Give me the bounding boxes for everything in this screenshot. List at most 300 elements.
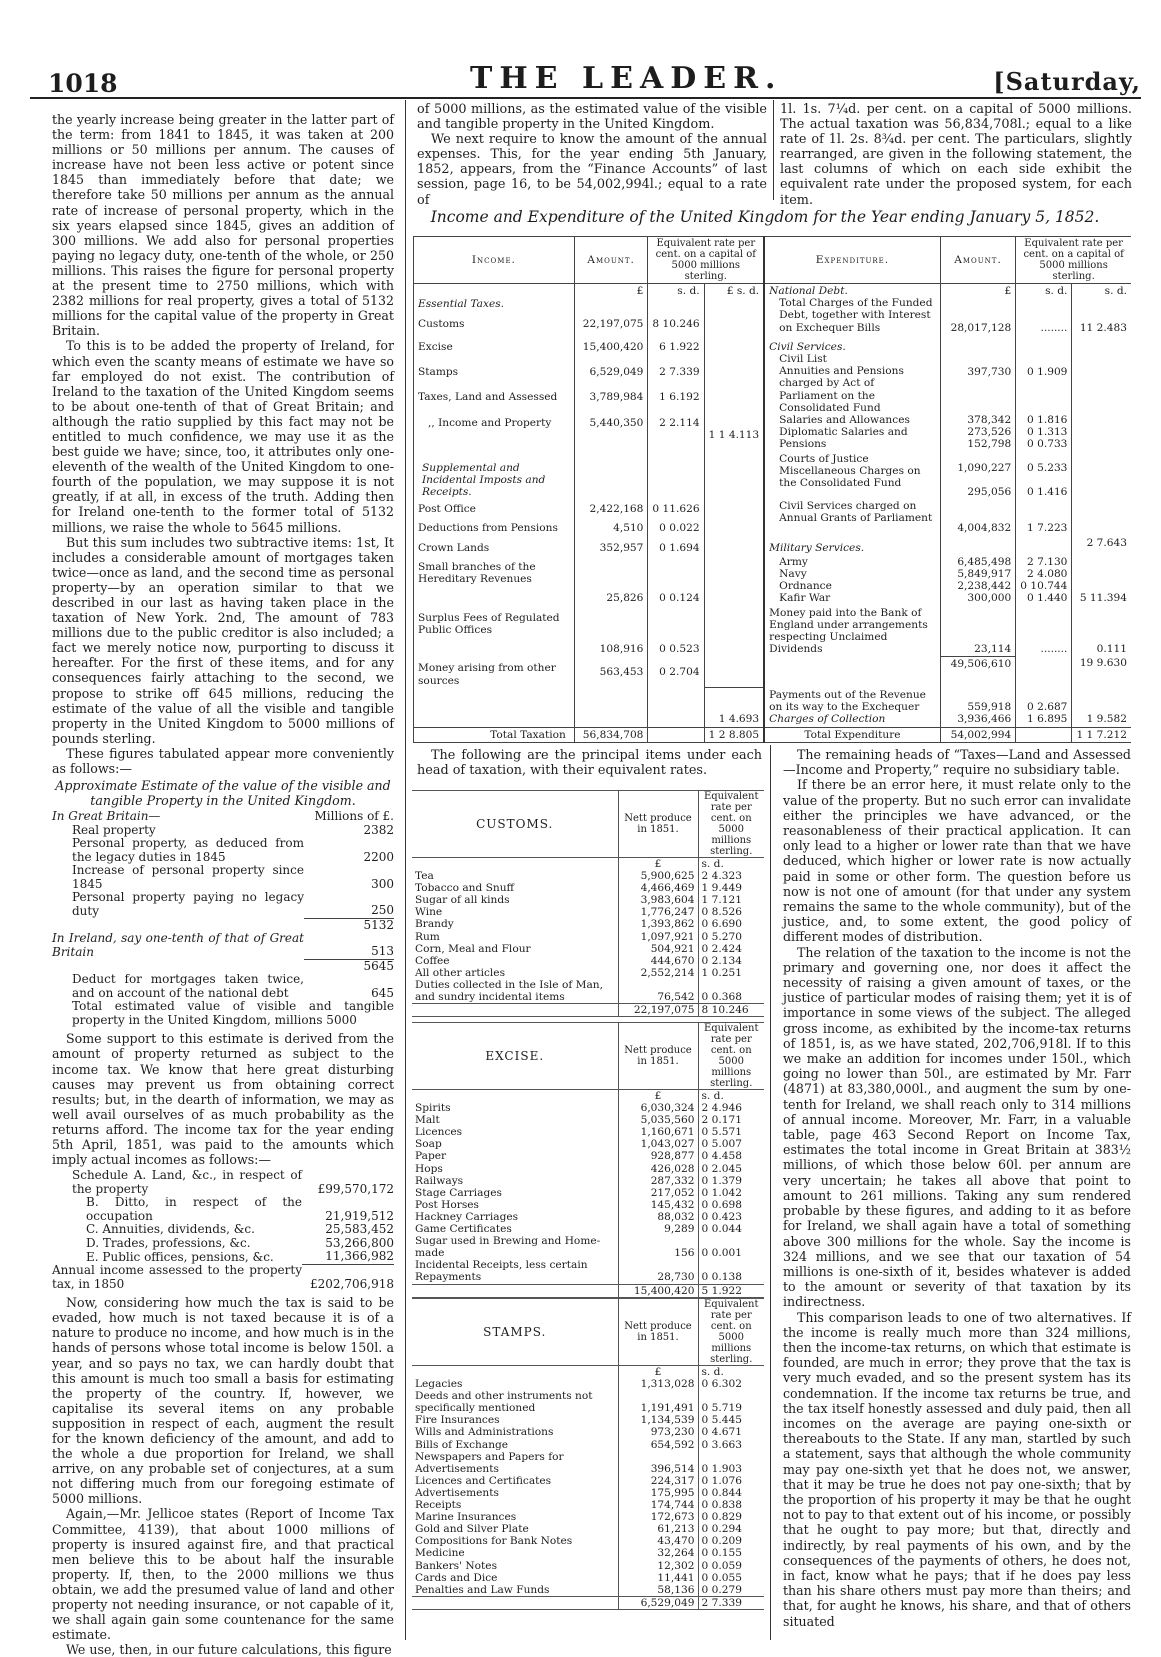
row-label: Gold and Silver Plate xyxy=(415,1523,529,1536)
row-amount: 5,900,625 xyxy=(618,870,698,882)
supplemental-heading: Supplemental and Incidental Imposts and Receipts. xyxy=(414,452,575,500)
income-row-rate: 8 10.246 xyxy=(648,317,704,334)
paragraph: Some support to this estimate is derived from the amount of property returned as subject to the income tax. We know that here great disturbing causes may prevent us from obtaining correct results; but, in the dearth of information, we may as well avail ourselves of as much probability as the returns afford. The income tax for the year ending 5th April, 1851, was paid to the amounts which imply actual incomes as follows:— xyxy=(52,1031,394,1168)
row-amount: 9,289 xyxy=(618,1223,698,1235)
units: s. d. xyxy=(698,858,764,871)
row-amount: 654,592 xyxy=(618,1439,698,1451)
excise-row xyxy=(412,1235,764,1259)
estimate-table xyxy=(52,810,394,1027)
paragraph: But this sum includes two subtractive items: 1st, It includes a considerable amount of mortgages taken twice—once as land, and the second time as personal property—by an operation similar to that we described in our last as having taken place in the taxation of New York. 2nd, The amount of 783 millions due to the public creditor is also included; a fact we merely notice now, purporting to discuss it hereafter. For the first of these items, and for any consequences fairly attaching to the second, we propose to strike off 645 millions, reducing the estimate of the value of all the visible and tangible property in the United Kingdom to 5000 millions of pounds sterling. xyxy=(52,534,394,746)
stamps-total-rate: 2 7.339 xyxy=(698,1596,764,1609)
column-rule xyxy=(770,745,771,1640)
estimate-row-label: Real property xyxy=(72,822,156,837)
excise-total: 15,400,420 xyxy=(618,1284,698,1297)
stamps-row xyxy=(412,1560,764,1572)
estimate-row-label: Personal property, as deduced from the legacy duties in 1845 xyxy=(72,836,304,864)
income-row-amount: 25,826 xyxy=(574,555,648,606)
income-row-label: Post Office xyxy=(414,499,575,516)
expenditure-header: Expenditure. xyxy=(764,237,940,284)
total-expenditure-label: Total Expenditure xyxy=(764,727,940,742)
nett-header: Nett produce in 1851. xyxy=(618,1023,698,1090)
stamps-rows xyxy=(412,1378,764,1596)
row-amount: 32,264 xyxy=(618,1547,698,1559)
exp-row-amount: 5,849,917 xyxy=(957,568,1012,581)
schedule-value: £99,570,172 xyxy=(317,1181,394,1196)
income-row-rate: 0 0.022 xyxy=(648,516,704,535)
excise-row xyxy=(412,1187,764,1199)
row-rate: 0 0.138 xyxy=(698,1259,764,1284)
column-2-lower xyxy=(417,748,762,778)
customs-total: 22,197,075 xyxy=(618,1004,698,1017)
customs-row xyxy=(412,906,764,918)
estimate-gb-total: 5132 xyxy=(304,918,394,932)
income-row-rate: 0 1.694 xyxy=(648,536,704,555)
paragraph: Again,—Mr. Jellicoe states (Report of Income Tax Committee, 4139), that about 1000 millions of property is insured against fire, and that practical men believe this to be about half the insurable property. If, then, to the 2000 millions we thus obtain, we add the presumed value of land and other property not needing insurance, or not capable of it, we shall again gain some countenance for the same estimate. xyxy=(52,1506,394,1643)
amount-header: Amount. xyxy=(574,237,648,284)
units: £ s. d. xyxy=(704,284,764,318)
income-row-amount: 352,957 xyxy=(574,536,648,555)
total-expenditure-rate: 1 1 7.212 xyxy=(1072,727,1131,742)
excise-title: EXCISE. xyxy=(412,1023,618,1090)
row-rate: 0 0.155 xyxy=(698,1547,764,1559)
customs-row xyxy=(412,882,764,894)
exp-row-rate: 1 6.895 xyxy=(1026,713,1068,726)
exp-row-rate: 2 7.130 xyxy=(1026,555,1068,568)
row-label: Wine xyxy=(415,906,443,919)
customs-title: CUSTOMS. xyxy=(412,791,618,858)
exp-row-rate: ........ xyxy=(1016,606,1072,657)
exp-row-label: Payments out of the Revenue on its way to the Exchequer xyxy=(769,688,926,714)
exp-row-label: Army xyxy=(779,555,808,568)
income-row-rate: 0 2.704 xyxy=(648,656,704,687)
exp-row-amount: 1,090,227 xyxy=(957,461,1012,474)
row-label: Medicine xyxy=(415,1547,465,1560)
paragraph: The relation of the taxation to the income is not the primary and governing one, nor does it affect the necessity of raising a given amount of taxes, or the justice of particular modes of raising them; yet it is of importance in some views of the subject. The alleged gross income, as exhibited by the income-tax returns of 1851, is, as we have stated, 202,706,918l. If to this we make an addition for incomes under 150l., which going no lower than 50l., are estimated by Mr. Farr (4871) at 83,380,000l., and augment the sum by one-tenth for Ireland, we shall reach only to 314 millions of annual income. Moreover, Mr. Farr, in a valuable table, page 463 Second Report on Income Tax, estimates the total income in Great Britain at 383½ millions, of which those below 60l. per annum are very uncertain; he takes all above that point to amount to 261 millions. Taking any sum rendered probable by these figures, and adding to it as before for Ireland, we shall again have a total of something above 300 millions for the whole. Say the income is 324 millions, and we see that our taxation of 54 millions is one-sixth of it, besides whatever is added to the amount or severity of that taxation by its indirectness. xyxy=(783,944,1131,1310)
row-rate: 0 1.076 xyxy=(698,1475,764,1487)
units: s. d. xyxy=(1072,284,1131,318)
exp-subtotal: 49,506,610 xyxy=(940,656,1015,687)
row-rate: 2 0.171 xyxy=(698,1114,764,1126)
income-row-label: Stamps xyxy=(414,360,575,385)
row-label: Incidental Receipts, less certain Repayments xyxy=(415,1259,588,1284)
total-taxation: 56,834,708 xyxy=(574,727,648,742)
row-amount: 172,673 xyxy=(618,1511,698,1523)
row-rate: 0 0.368 xyxy=(698,979,764,1004)
equiv-header: Equivalent rate per cent. on 5000 millions sterling. xyxy=(698,1023,764,1090)
row-rate: 0 4.458 xyxy=(698,1150,764,1162)
exp-row-rate: 0 1.440 xyxy=(1026,592,1068,605)
exp-row-label: Courts of Justice xyxy=(779,452,869,465)
income-row-rate: 1 6.192 xyxy=(648,385,704,410)
row-amount: 504,921 xyxy=(618,943,698,955)
exp-row-rate: 0 1.416 xyxy=(1026,486,1068,499)
row-rate: 0 0.044 xyxy=(698,1223,764,1235)
row-amount: 1,776,247 xyxy=(618,906,698,918)
schedule-label: E. Public offices, pensions, &c. xyxy=(86,1249,274,1264)
row-rate: 0 3.663 xyxy=(698,1439,764,1451)
row-amount: 175,995 xyxy=(618,1487,698,1499)
total-taxation-label: Total Taxation xyxy=(414,727,575,742)
paragraph: 1l. 1s. 7¼d. per cent. on a capital of 5000 millions. The actual taxation was 56,834,708l.; equal to a like rate of 1l. 2s. 8¾d. per cent. The particulars, slightly rearranged, are given in the following statement, the last columns of which on each side exhibit the equivalent rate under the proposed system, for each item. xyxy=(780,102,1132,208)
row-amount: 88,032 xyxy=(618,1211,698,1223)
column-3-lower xyxy=(783,747,1131,1629)
row-label: Paper xyxy=(415,1150,447,1163)
row-amount: 174,744 xyxy=(618,1499,698,1511)
paragraph: We next require to know the amount of the annual expenses. This, for the year ending 5th January, 1852, appears, from the “Finance Accounts” of last session, page 16, to be 54,002,994l.; equal to a rate of xyxy=(417,132,767,208)
equivalent-header: Equivalent rate per cent. on a capital of 5000 millions sterling. xyxy=(648,237,764,284)
exp-row-amount: 4,004,832 xyxy=(940,499,1015,535)
row-amount: 928,877 xyxy=(618,1150,698,1162)
row-amount: 973,230 xyxy=(618,1426,698,1438)
row-rate: 0 5.270 xyxy=(698,931,764,943)
equivalent-header: Equivalent rate per cent. on a capital of 5000 millions sterling. xyxy=(1016,237,1131,284)
exp-row-amount: 23,114 xyxy=(940,606,1015,657)
stamps-row xyxy=(412,1499,764,1511)
row-rate: 0 1.903 xyxy=(698,1451,764,1475)
row-label: Spirits xyxy=(415,1102,451,1115)
row-rate: 1 7.121 xyxy=(698,894,764,906)
row-amount: 12,302 xyxy=(618,1560,698,1572)
exp-row-label: Miscellaneous Charges on the Consolidated Fund xyxy=(779,464,921,490)
row-rate: 0 0.829 xyxy=(698,1511,764,1523)
customs-row xyxy=(412,943,764,955)
military-services-heading: Military Services. xyxy=(764,536,940,555)
stamps-row xyxy=(412,1439,764,1451)
row-label: Fire Insurances xyxy=(415,1414,500,1427)
income-row-amount: 4,510 xyxy=(574,516,648,535)
schedule-label: Schedule A. Land, &c., in respect of the property xyxy=(72,1168,302,1196)
paragraph: the yearly increase being greater in the latter part of the term: from 1841 to 1845, it was taken at 200 millions or 50 millions per annum. The causes of increase have not been less active or potent since 1845 than immediately before that date; we therefore take 50 millions per annum as the annual rate of increase of personal property, which in the six years elapsed since 1845, gives an addition of 300 millions. We add also for personal properties paying no legacy duty, one-tenth of the whole, or 250 millions. This raises the figure for personal property at the present time to 2750 millions, which with 2382 millions for real property, gives a total of 5132 millions for the capital value of the property in Great Britain. xyxy=(52,112,394,339)
estimate-ireland-label: In Ireland, say one-tenth of that of Great Britain xyxy=(52,931,304,959)
schedule-value: £202,706,918 xyxy=(302,1264,394,1291)
row-amount: 396,514 xyxy=(618,1451,698,1475)
customs-row xyxy=(412,918,764,930)
exp-row-label: Annuities and Pensions charged by Act of Parliament on the Consolidated Fund xyxy=(779,365,904,414)
row-amount: 58,136 xyxy=(618,1584,698,1597)
paragraph: This comparison leads to one of two alternatives. If the income is really much more than 324 millions, then the income-tax returns, on which that estimate is founded, are much in error; they prove that the tax is very much evaded, and so the present system has its condemnation. If the income tax returns be true, and the tax itself honestly assessed and duly paid, then all incomes on the average are paying one-sixth or thereabouts to the State. If any man, startled by such a statement, says that although the whole community may pay one-sixth yet that he does not, we answer, that it may be true he does not pay one-sixth; that by the proportion of his property it may be that he ought not to pay to that extent out of his income, or possibly that he ought to pay more; but that, directly and indirectly, by real payments of his own, and by the consequences of the payments of others, he does not, in fact, know what he pays; that if he does pay less than his share others must pay more than theirs; and that, for aught he knows, his share, and that of others situated xyxy=(783,1309,1131,1629)
row-amount: 2,552,214 xyxy=(618,967,698,979)
stamps-total: 6,529,049 xyxy=(618,1596,698,1609)
row-rate: 0 0.844 xyxy=(698,1487,764,1499)
customs-table xyxy=(412,790,764,1017)
row-label: Corn, Meal and Flour xyxy=(415,942,531,955)
row-amount: 1,313,028 xyxy=(618,1378,698,1390)
exp-row-label: Civil Services charged on Annual Grants of Parliament xyxy=(779,500,933,525)
row-label: Rum xyxy=(415,930,440,943)
nett-header: Nett produce in 1851. xyxy=(618,1299,698,1366)
row-rate: 0 2.424 xyxy=(698,943,764,955)
row-label: Game Certificates xyxy=(415,1223,512,1236)
income-row-rate: 6 1.922 xyxy=(648,335,704,360)
row-rate: 1 0.251 xyxy=(698,967,764,979)
units: £ xyxy=(618,1366,698,1379)
units: £ xyxy=(618,858,698,871)
row-rate: 0 5.571 xyxy=(698,1126,764,1138)
estimate-ireland-value: 513 xyxy=(371,944,394,959)
excise-row xyxy=(412,1163,764,1175)
estimate-sum: 5645 xyxy=(304,959,394,973)
exp-row-label: Charges of Collection xyxy=(769,713,886,726)
schedule-label: C. Annuities, dividends, &c. xyxy=(86,1222,255,1237)
national-debt-heading: National Debt. xyxy=(769,285,848,297)
estimate-unit: Millions of £. xyxy=(314,809,394,824)
row-rate: 0 0.059 xyxy=(698,1560,764,1572)
units: s. d. xyxy=(698,1090,764,1103)
income-header: Income. xyxy=(414,237,575,284)
row-amount: 444,670 xyxy=(618,955,698,967)
stamps-table xyxy=(412,1298,764,1610)
schedule-label: D. Trades, professions, &c. xyxy=(86,1235,251,1250)
row-label: Cards and Dice xyxy=(415,1571,498,1584)
row-rate: 0 0.423 xyxy=(698,1211,764,1223)
row-rate: 0 0.209 xyxy=(698,1535,764,1547)
income-row-amount: 15,400,420 xyxy=(574,335,648,360)
excise-row xyxy=(412,1259,764,1284)
row-label: Railways xyxy=(415,1174,464,1187)
row-rate: 0 5.719 xyxy=(698,1390,764,1414)
row-label: Receipts xyxy=(415,1499,462,1512)
exp-row-label: Total Charges of the Funded Debt, together with Interest on Exchequer Bills xyxy=(779,297,933,334)
row-rate: 2 4.946 xyxy=(698,1102,764,1114)
income-subtotal: 1 4.693 xyxy=(704,688,764,727)
nett-header: Nett produce in 1851. xyxy=(618,791,698,858)
row-label: Advertisements xyxy=(415,1486,499,1499)
exp-row-label: Civil List xyxy=(779,353,827,366)
customs-row xyxy=(412,870,764,882)
row-rate: 0 8.526 xyxy=(698,906,764,918)
amount-header: Amount. xyxy=(940,237,1015,284)
exp-row-amount: 152,798 xyxy=(967,438,1012,451)
estimate-deduct-value: 645 xyxy=(371,985,394,1000)
row-amount: 1,097,921 xyxy=(618,931,698,943)
units: £ xyxy=(940,284,1015,318)
row-label: Licences and Certificates xyxy=(415,1474,552,1487)
exp-row-rate: 2 4.080 xyxy=(1026,568,1068,581)
estimate-row-label: Increase of personal property since 1845 xyxy=(72,863,304,891)
excise-row xyxy=(412,1126,764,1138)
income-row-rate: 0 11.626 xyxy=(648,499,704,516)
income-row-amount: 563,453 xyxy=(574,656,648,687)
income-row-label: Money arising from other sources xyxy=(414,656,575,687)
income-row-label: Small branches of the Hereditary Revenues xyxy=(414,555,575,606)
exp-row-label: Navy xyxy=(779,568,807,581)
exp-row-label: Ordnance xyxy=(779,580,832,593)
units: £ xyxy=(618,1090,698,1103)
customs-row xyxy=(412,955,764,967)
row-label: Sugar used in Brewing and Home-made xyxy=(415,1235,601,1260)
schedule-label: Annual income assessed to the property tax, in 1850 xyxy=(52,1263,302,1291)
row-amount: 1,134,539 xyxy=(618,1414,698,1426)
customs-row xyxy=(412,894,764,906)
row-label: Penalties and Law Funds xyxy=(415,1583,550,1596)
income-row-label: Taxes, Land and Assessed xyxy=(414,385,575,410)
income-row-amount: 3,789,984 xyxy=(574,385,648,410)
units: s. d. xyxy=(648,284,704,318)
row-rate: 0 0.279 xyxy=(698,1584,764,1597)
row-rate: 0 4.671 xyxy=(698,1426,764,1438)
row-label: Post Horses xyxy=(415,1198,479,1211)
income-row-amount: 5,440,350 xyxy=(574,411,648,452)
column-rule xyxy=(405,100,406,1640)
exp-row-rate: ........ xyxy=(1016,317,1072,334)
customs-rows xyxy=(412,870,764,1004)
customs-row xyxy=(412,967,764,979)
paragraph: The remaining heads of “Taxes—Land and Assessed—Income and Property,” require no subsidiary table. xyxy=(783,747,1131,778)
income-row-rate: 0 0.523 xyxy=(648,606,704,657)
income-row-rate: 0 0.124 xyxy=(648,555,704,606)
military-group-total: 5 11.394 xyxy=(1072,555,1131,606)
row-label: Newspapers and Papers for Advertisements xyxy=(415,1450,564,1475)
row-amount: 217,052 xyxy=(618,1187,698,1199)
paragraph: of 5000 millions, as the estimated value of the visible and tangible property in the United Kingdom. xyxy=(417,102,767,133)
row-amount: 287,332 xyxy=(618,1175,698,1187)
excise-row xyxy=(412,1150,764,1162)
exp-row-amount: 28,017,128 xyxy=(940,317,1015,334)
row-label: Marine Insurances xyxy=(415,1511,517,1524)
total-taxation-rate: 1 2 8.805 xyxy=(704,727,764,742)
customs-row xyxy=(412,979,764,1004)
income-subtotal: 1 1 4.113 xyxy=(704,411,764,452)
excise-rows xyxy=(412,1102,764,1284)
stamps-row xyxy=(412,1475,764,1487)
exp-row-rate: 0 5.233 xyxy=(1026,461,1068,474)
excise-row xyxy=(412,1175,764,1187)
exp-row-rate: 0 1.816 xyxy=(1026,414,1068,427)
stamps-title: STAMPS. xyxy=(412,1299,618,1366)
row-rate: 0 1.379 xyxy=(698,1175,764,1187)
exp-row-rate: 0 0.733 xyxy=(1026,438,1068,451)
row-amount: 156 xyxy=(618,1235,698,1259)
exp-row-label: Kafir War xyxy=(779,592,831,605)
income-row-rate: 2 2.114 xyxy=(648,411,704,452)
row-amount: 43,470 xyxy=(618,1535,698,1547)
page-header xyxy=(30,55,1141,99)
exp-row-amount: 559,918 xyxy=(967,701,1012,714)
equiv-header: Equivalent rate per cent. on 5000 millions sterling. xyxy=(698,1299,764,1366)
estimate-row-value: 300 xyxy=(371,876,394,891)
income-row-label: Excise xyxy=(414,335,575,360)
stamps-row xyxy=(412,1390,764,1414)
exp-row-amount: 3,936,466 xyxy=(957,713,1012,726)
row-label: Bankers' Notes xyxy=(415,1559,498,1572)
row-amount: 1,393,862 xyxy=(618,918,698,930)
column-1 xyxy=(52,112,394,1657)
row-rate: 0 2.134 xyxy=(698,955,764,967)
row-label: Licences xyxy=(415,1126,463,1139)
stamps-row xyxy=(412,1572,764,1584)
row-amount: 5,035,560 xyxy=(618,1114,698,1126)
row-label: Compositions for Bank Notes xyxy=(415,1535,573,1548)
row-label: Stage Carriages xyxy=(415,1186,502,1199)
estimate-row-value: 2200 xyxy=(363,849,394,864)
income-row-amount: 6,529,049 xyxy=(574,360,648,385)
excise-row xyxy=(412,1114,764,1126)
income-expenditure-table xyxy=(413,236,1131,743)
row-rate: 0 0.055 xyxy=(698,1572,764,1584)
row-rate: 2 4.323 xyxy=(698,870,764,882)
stamps-row xyxy=(412,1535,764,1547)
income-row-label: ,, Income and Property xyxy=(414,411,575,452)
income-schedule-table xyxy=(52,1169,394,1291)
excise-row xyxy=(412,1138,764,1150)
collection-total: 1 9.582 xyxy=(1072,688,1131,727)
schedule-value: 11,366,982 xyxy=(325,1249,394,1264)
row-label: Tea xyxy=(415,870,434,883)
exp-row-amount: 300,000 xyxy=(967,592,1012,605)
exp-row-rate: 0 2.687 xyxy=(1026,701,1068,714)
schedule-value: 25,583,452 xyxy=(325,1222,394,1237)
exp-row-rate: 0 1.313 xyxy=(1026,426,1068,439)
units: s. d. xyxy=(698,1366,764,1379)
excise-row xyxy=(412,1211,764,1223)
estimate-row-label: Personal property paying no legacy duty xyxy=(72,890,304,918)
column-3-top xyxy=(780,102,1132,208)
exp-subtotal-rate: 19 9.630 xyxy=(1072,656,1131,687)
row-label: Malt xyxy=(415,1114,440,1127)
exp-row-amount: 273,526 xyxy=(967,426,1012,439)
row-label: Brandy xyxy=(415,918,454,931)
exp-row-label: Salaries and Allowances xyxy=(779,414,910,427)
exp-row-rate: 1 7.223 xyxy=(1016,499,1072,535)
excise-table xyxy=(412,1022,764,1298)
paragraph: If there be an error here, it must relate only to the value of the property. But no such error can invalidate either the principles we have advanced, or the reasonableness of their practical application. It can only lead to a higher or lower rate than that we have deduced, which higher or lower rate is now actually paid in some or other form. The question before us now is not one of amount (for that under any system remains the same to the whole community), but of the justice, and, to some extent, the good policy of different modes of distribution. xyxy=(783,777,1131,945)
row-rate: 0 5.007 xyxy=(698,1138,764,1150)
exp-row-rate: 0 1.909 xyxy=(1026,365,1068,378)
paragraph: We use, then, in our future calculations, this figure xyxy=(66,1642,392,1657)
stamps-row xyxy=(412,1414,764,1426)
row-amount: 76,542 xyxy=(618,979,698,1004)
stamps-row xyxy=(412,1426,764,1438)
row-amount: 1,043,027 xyxy=(618,1138,698,1150)
excise-row xyxy=(412,1199,764,1211)
stamps-row xyxy=(412,1378,764,1390)
row-amount: 1,191,491 xyxy=(618,1390,698,1414)
income-row-rate: 2 7.339 xyxy=(648,360,704,385)
row-amount: 224,317 xyxy=(618,1475,698,1487)
customs-row xyxy=(412,931,764,943)
row-label: All other articles xyxy=(415,966,506,979)
estimate-total-label: Total estimated value of visible and tangible property in the United Kingdom, millions 5000 xyxy=(72,999,394,1027)
row-label: Duties collected in the Isle of Man, and sundry incidental items xyxy=(415,978,603,1004)
row-amount: 61,213 xyxy=(618,1523,698,1535)
row-label: Deeds and other instruments not specifically mentioned xyxy=(415,1390,593,1415)
row-label: Tobacco and Snuff xyxy=(415,882,515,895)
income-row-label: Customs xyxy=(414,317,575,334)
row-amount: 426,028 xyxy=(618,1163,698,1175)
income-row-amount: 2,422,168 xyxy=(574,499,648,516)
row-rate: 0 5.445 xyxy=(698,1414,764,1426)
estimate-row-value: 250 xyxy=(371,903,394,918)
income-row-label: Surplus Fees of Regulated Public Offices xyxy=(414,606,575,657)
civil-group-total: 2 7.643 xyxy=(1072,536,1131,555)
column-rule xyxy=(773,100,774,200)
row-rate: 0 6.302 xyxy=(698,1378,764,1390)
paragraph: To this is to be added the property of Ireland, for which even the scanty means of estimate we have so far employed do not exist. The contribution of Ireland to the taxation of the United Kingdom seems to be about one-tenth of that of Great Britain; and although the ratio supplied by this fact may not be entitled to much confidence, we may use it as the best guide we have; since, too, it attributes only one-eleventh of the wealth of the United Kingdom to one-fourth of the population, we may suppose it is not greatly, if at all, in excess of the truth. Adding then for Ireland one-tenth to the former total of 5132 millions, we raise the whole to 5645 millions. xyxy=(52,338,394,535)
row-rate: 0 1.042 xyxy=(698,1187,764,1199)
exp-group-total: 11 2.483 xyxy=(1072,317,1131,334)
row-amount: 4,466,469 xyxy=(618,882,698,894)
stamps-row xyxy=(412,1511,764,1523)
row-amount: 28,730 xyxy=(618,1259,698,1284)
exp-row-amount: 295,056 xyxy=(967,486,1012,499)
row-amount: 6,030,324 xyxy=(618,1102,698,1114)
unclaimed-total: 0.111 xyxy=(1072,606,1131,657)
table-caption: Income and Expenditure of the United Kingdom for the Year ending January 5, 1852. xyxy=(430,208,1100,226)
exp-row-rate: 0 10.744 xyxy=(1020,580,1068,593)
row-amount: 11,441 xyxy=(618,1572,698,1584)
newspaper-title: THE LEADER. xyxy=(470,61,783,96)
paragraph: Now, considering how much the tax is said to be evaded, how much is not taxed because it is of a nature to produce no income, and how much is in the hands of persons whose total income is below 150l. a year, and so pays no tax, we can hardly doubt that this amount is much too small a basis for estimating the property of the country. If, however, we capitalise its several items on any probable supposition in respect of each, augment the result for the known deficiency of the amount, and add to the whole a due proportion for Ireland, we shall arrive, on any probable set of conjectures, at a sum not differing much from our foregoing estimate of 5000 millions. xyxy=(52,1295,394,1507)
